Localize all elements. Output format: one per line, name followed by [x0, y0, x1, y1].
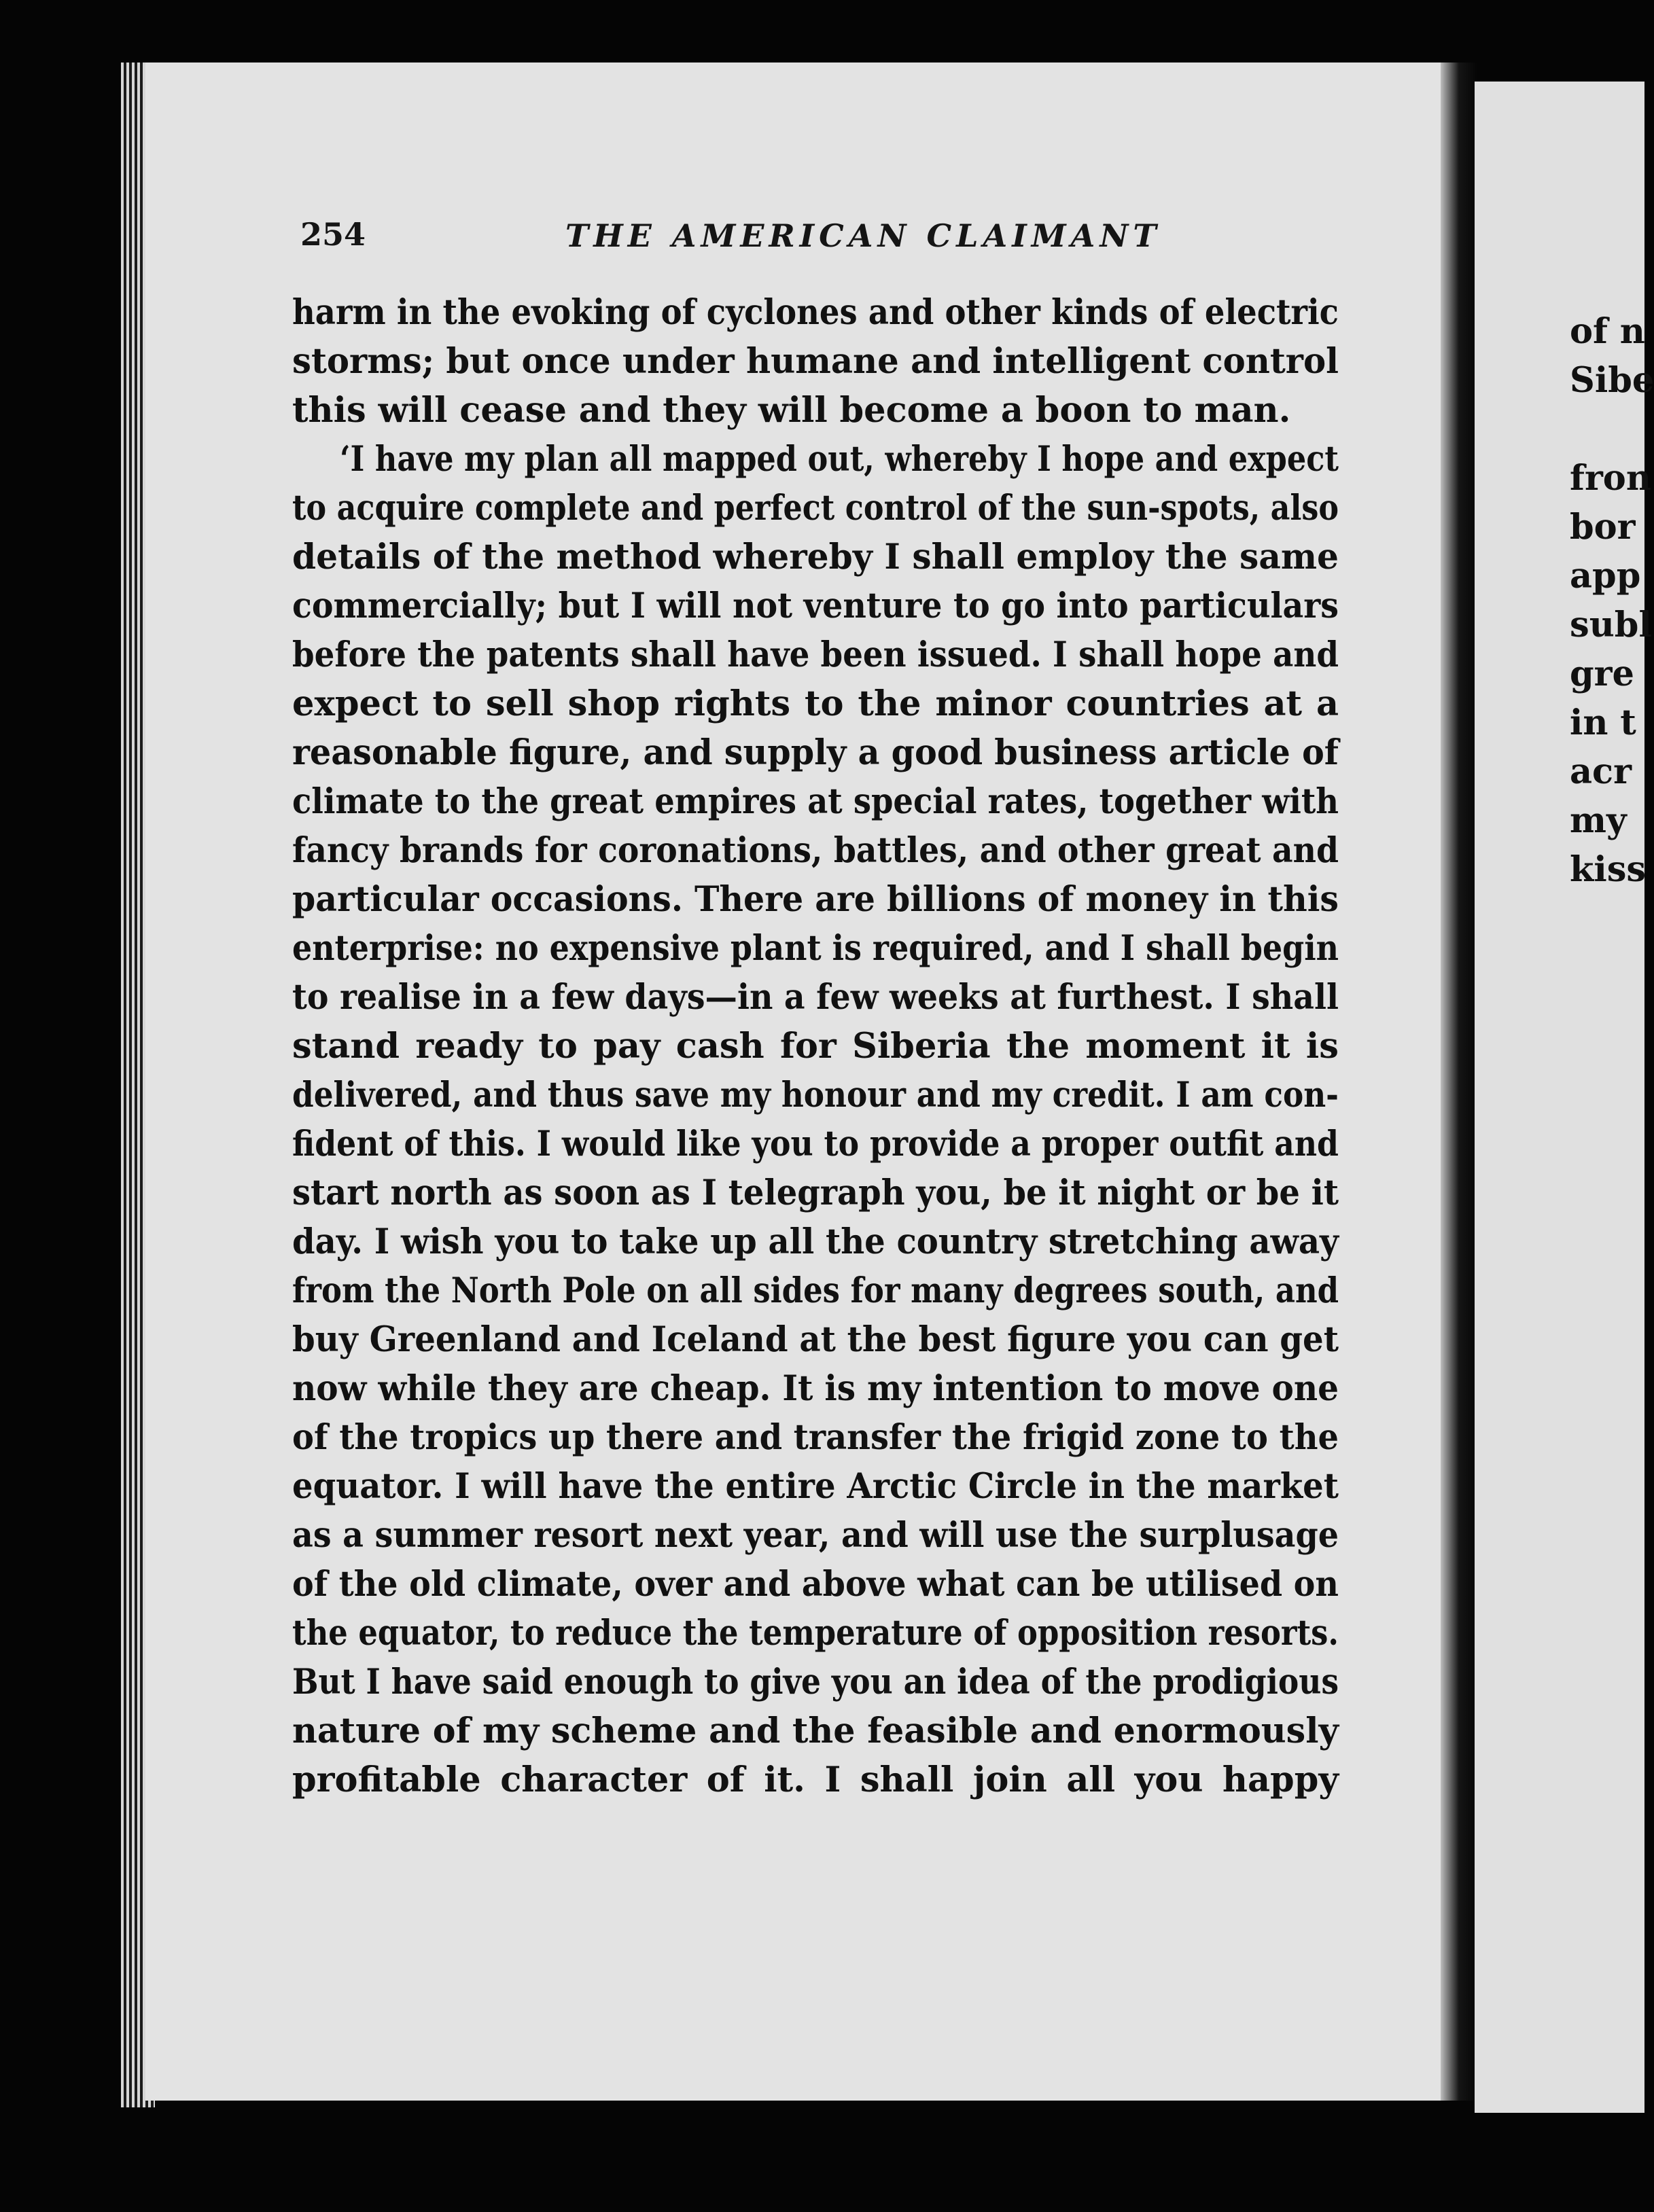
text-line: reasonable figure, and supply a good business article of [292, 732, 1339, 773]
text-line: expect to sell shop rights to the minor countries at a [292, 683, 1339, 724]
text-line: as a summer resort next year, and will use the surplusage [292, 1515, 1339, 1556]
text-line: nature of my scheme and the feasible and enormously [292, 1711, 1339, 1751]
text-line: buy Greenland and Iceland at the best figure you can get [292, 1319, 1339, 1360]
gutter-shadow [1441, 63, 1477, 2101]
text-line: enterprise: no expensive plant is required, and I shall begin [292, 928, 1339, 969]
text-line: storms; but once under humane and intelligent control [292, 341, 1339, 382]
text-line: profitable character of it. I shall join all you happy [292, 1760, 1339, 1800]
text-line: start north as soon as I telegraph you, be it night or be it [292, 1173, 1339, 1213]
right-fragment-line: fron [1570, 458, 1651, 499]
text-line: delivered, and thus save my honour and my credit. I am con- [292, 1075, 1339, 1116]
text-line: fident of this. I would like you to provide a proper outfit and [292, 1124, 1339, 1164]
text-line: But I have said enough to give you an idea of the prodigious [292, 1662, 1339, 1702]
text-line: of the tropics up there and transfer the frigid zone to the [292, 1417, 1339, 1458]
right-fragment-line: kiss [1570, 849, 1647, 890]
right-fragment-line: of n [1570, 311, 1645, 352]
running-head [300, 216, 1161, 270]
text-line: ‘I have my plan all mapped out, whereby I hope and expect [340, 439, 1339, 480]
right-fragment-line: my [1570, 800, 1627, 841]
text-line: harm in the evoking of cyclones and other kinds of electric [292, 292, 1339, 333]
text-line: of the old climate, over and above what can be utilised on [292, 1564, 1339, 1605]
right-fragment-line: acr [1570, 751, 1632, 792]
right-fragment-line: Sibe [1570, 360, 1654, 401]
body-text [292, 288, 1339, 1804]
text-line: stand ready to pay cash for Siberia the moment it is [292, 1026, 1339, 1067]
right-fragment-line: in t [1570, 702, 1636, 743]
text-line: the equator, to reduce the temperature of opposition resorts. [292, 1613, 1339, 1654]
right-page-fragment [1570, 307, 1654, 894]
right-fragment-line: subl [1570, 605, 1652, 645]
text-line: to acquire complete and perfect control of the sun-spots, also [292, 488, 1339, 529]
text-line: particular occasions. There are billions of money in this [292, 879, 1339, 920]
text-line: equator. I will have the entire Arctic Circle in the market [292, 1466, 1339, 1507]
right-fragment-gap [1570, 405, 1636, 454]
text-line: details of the method whereby I shall employ the same [292, 537, 1339, 577]
text-line: commercially; but I will not venture to go into particulars [292, 586, 1339, 626]
right-fragment-line: app [1570, 556, 1641, 596]
right-fragment-line: bor [1570, 507, 1636, 548]
text-line: from the North Pole on all sides for many degrees south, and [292, 1270, 1339, 1311]
text-line: now while they are cheap. It is my intention to move one [292, 1368, 1339, 1409]
book-title: THE AMERICAN CLAIMANT [565, 217, 1161, 254]
right-fragment-line: gre [1570, 654, 1634, 694]
text-line: day. I wish you to take up all the country stretching away [292, 1221, 1339, 1262]
text-line: to realise in a few days—in a few weeks at furthest. I shall [292, 977, 1339, 1018]
text-line: this will cease and they will become a boon to man. [292, 390, 1291, 431]
page-number: 254 [300, 216, 366, 253]
text-line: fancy brands for coronations, battles, and other great and [292, 830, 1339, 871]
text-line: climate to the great empires at special rates, together with [292, 781, 1339, 822]
text-line: before the patents shall have been issued. I shall hope and [292, 635, 1339, 675]
